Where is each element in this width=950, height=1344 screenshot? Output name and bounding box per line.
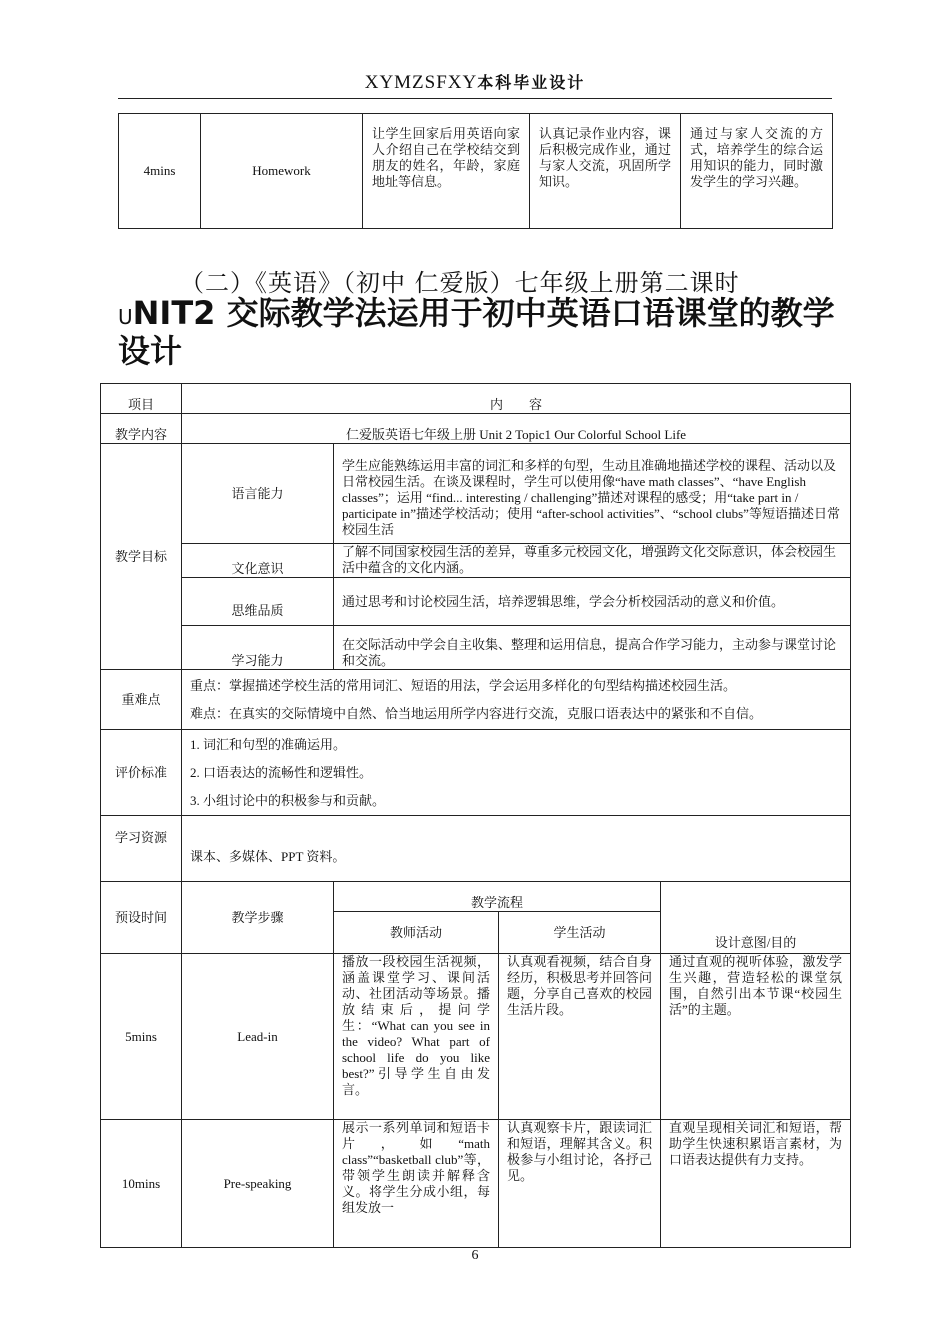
section-title: （二）《英语》（初中 仁爱版）七年级上册第二课时 (180, 269, 740, 297)
goals-label: 教学目标 (101, 444, 182, 670)
main-title-prefix: U (118, 305, 133, 329)
flow-purpose-header: 设计意图/目的 (661, 882, 851, 954)
purpose-cell: 通过直观的视听体验，激发学生兴趣，营造轻松的课堂氛围，自然引出本节课“校园生活”的主题。 (661, 954, 851, 1120)
flow-student-header: 学生活动 (499, 912, 661, 954)
step-cell: Pre-speaking (182, 1120, 334, 1248)
step-cell: Lead-in (182, 954, 334, 1120)
student-activity-cell: 认真观看视频，结合自身经历，积极思考并回答问题，分享自己喜欢的校园生活片段。 (499, 954, 661, 1120)
list-item: 1. 词汇和句型的准确运用。 (190, 736, 347, 752)
teacher-activity-cell: 展示一系列单词和短语卡片，如“math class”“basketball club”等，带领学生朗读并解释含义。将学生分成小组，每组发放一 (334, 1120, 499, 1248)
keypoints-label: 重难点 (101, 670, 182, 730)
time-cell: 10mins (101, 1120, 182, 1248)
list-item: 3. 小组讨论中的积极参与和贡献。 (190, 792, 386, 808)
goal-name: 思维品质 (182, 578, 334, 626)
goal-text: 了解不同国家校园生活的差异，尊重多元校园文化，增强跨文化交际意识，体会校园生活中蕴含的文化内涵。 (334, 544, 851, 578)
goal-name: 文化意识 (182, 544, 334, 578)
page-number: 6 (471, 1248, 479, 1263)
time-cell: 4mins (119, 114, 201, 229)
page-header (118, 70, 832, 99)
table-row (101, 384, 851, 414)
table-row (101, 882, 851, 912)
goal-text: 学生应能熟练运用丰富的词汇和多样的句型，生动且准确地描述学校的课程、活动以及日常校园生活。在谈及课程时，学生可以使用像“have math classes”、“have English classes”；运用 “find... interesting / challenging”描述对课程的感受；用“take part in / participate in”描述学校活动；使用 “after-school activities”、“school clubs”等短语描述日常校园生活 (334, 444, 851, 544)
student-activity-cell: 认真记录作业内容，课后积极完成作业，通过与家人交流，巩固所学知识。 (530, 114, 681, 229)
table-row (119, 114, 833, 229)
keypoint-text: 重点：掌握描述学校生活的常用词汇、短语的用法，学会运用多样化的句型结构描述校园生活。 (190, 677, 737, 693)
col-content-header: 内 容 (182, 384, 851, 414)
main-title-text: NIT2 交际教学法运用于初中英语口语课堂的教学设计 (118, 294, 835, 370)
lesson-plan-table (100, 383, 851, 1248)
criteria-list (182, 730, 851, 816)
homework-table (118, 113, 833, 229)
criteria-label: 评价标准 (101, 730, 182, 816)
resources-label: 学习资源 (101, 816, 182, 882)
list-item: 2. 口语表达的流畅性和逻辑性。 (190, 764, 373, 780)
header-cjk: 本科毕业设计 (477, 73, 586, 92)
difficulty-text: 难点：在真实的交际情境中自然、恰当地运用所学内容进行交流，克服口语表达中的紧张和不自信。 (190, 705, 763, 721)
flow-time-header: 预设时间 (101, 882, 182, 954)
flow-header: 教学流程 (334, 882, 661, 912)
main-title (118, 296, 848, 368)
table-row (101, 444, 851, 544)
teacher-activity-cell: 播放一段校园生活视频，涵盖课堂学习、课间活动、社团活动等场景。播放结束后，提问学生：“What can you see in the video? What part of school life do you like best?”引导学生自由发言。 (334, 954, 499, 1120)
goal-text: 通过思考和讨论校园生活，培养逻辑思维，学会分析校园活动的意义和价值。 (334, 578, 851, 626)
step-cell: Homework (201, 114, 363, 229)
keypoints-cell (182, 670, 851, 730)
flow-teacher-header: 教师活动 (334, 912, 499, 954)
table-row (101, 730, 851, 816)
header-latin: XYMZSFXY (364, 72, 478, 93)
table-row (101, 544, 851, 578)
purpose-cell: 通过与家人交流的方式，培养学生的综合运用知识的能力，同时激发学生的学习兴趣。 (681, 114, 833, 229)
goal-name: 学习能力 (182, 626, 334, 670)
table-row (101, 954, 851, 1120)
content-value: 仁爱版英语七年级上册 Unit 2 Topic1 Our Colorful School Life (182, 414, 851, 444)
flow-step-header: 教学步骤 (182, 882, 334, 954)
resources-value: 课本、多媒体、PPT 资料。 (182, 816, 851, 882)
purpose-cell: 直观呈现相关词汇和短语，帮助学生快速积累语言素材，为口语表达提供有力支持。 (661, 1120, 851, 1248)
time-cell: 5mins (101, 954, 182, 1120)
student-activity-cell: 认真观察卡片，跟读词汇和短语，理解其含义。积极参与小组讨论，各抒己见。 (499, 1120, 661, 1248)
goal-name: 语言能力 (182, 444, 334, 544)
teacher-activity-cell: 让学生回家后用英语向家人介绍自己在学校结交到朋友的姓名，年龄，家庭地址等信息。 (363, 114, 530, 229)
table-row (101, 670, 851, 730)
table-row (101, 578, 851, 626)
table-row (101, 626, 851, 670)
content-label: 教学内容 (101, 414, 182, 444)
goal-text: 在交际活动中学会自主收集、整理和运用信息，提高合作学习能力，主动参与课堂讨论和交流。 (334, 626, 851, 670)
col-item-header: 项目 (101, 384, 182, 414)
table-row (101, 816, 851, 882)
table-row (101, 1120, 851, 1248)
table-row (101, 414, 851, 444)
